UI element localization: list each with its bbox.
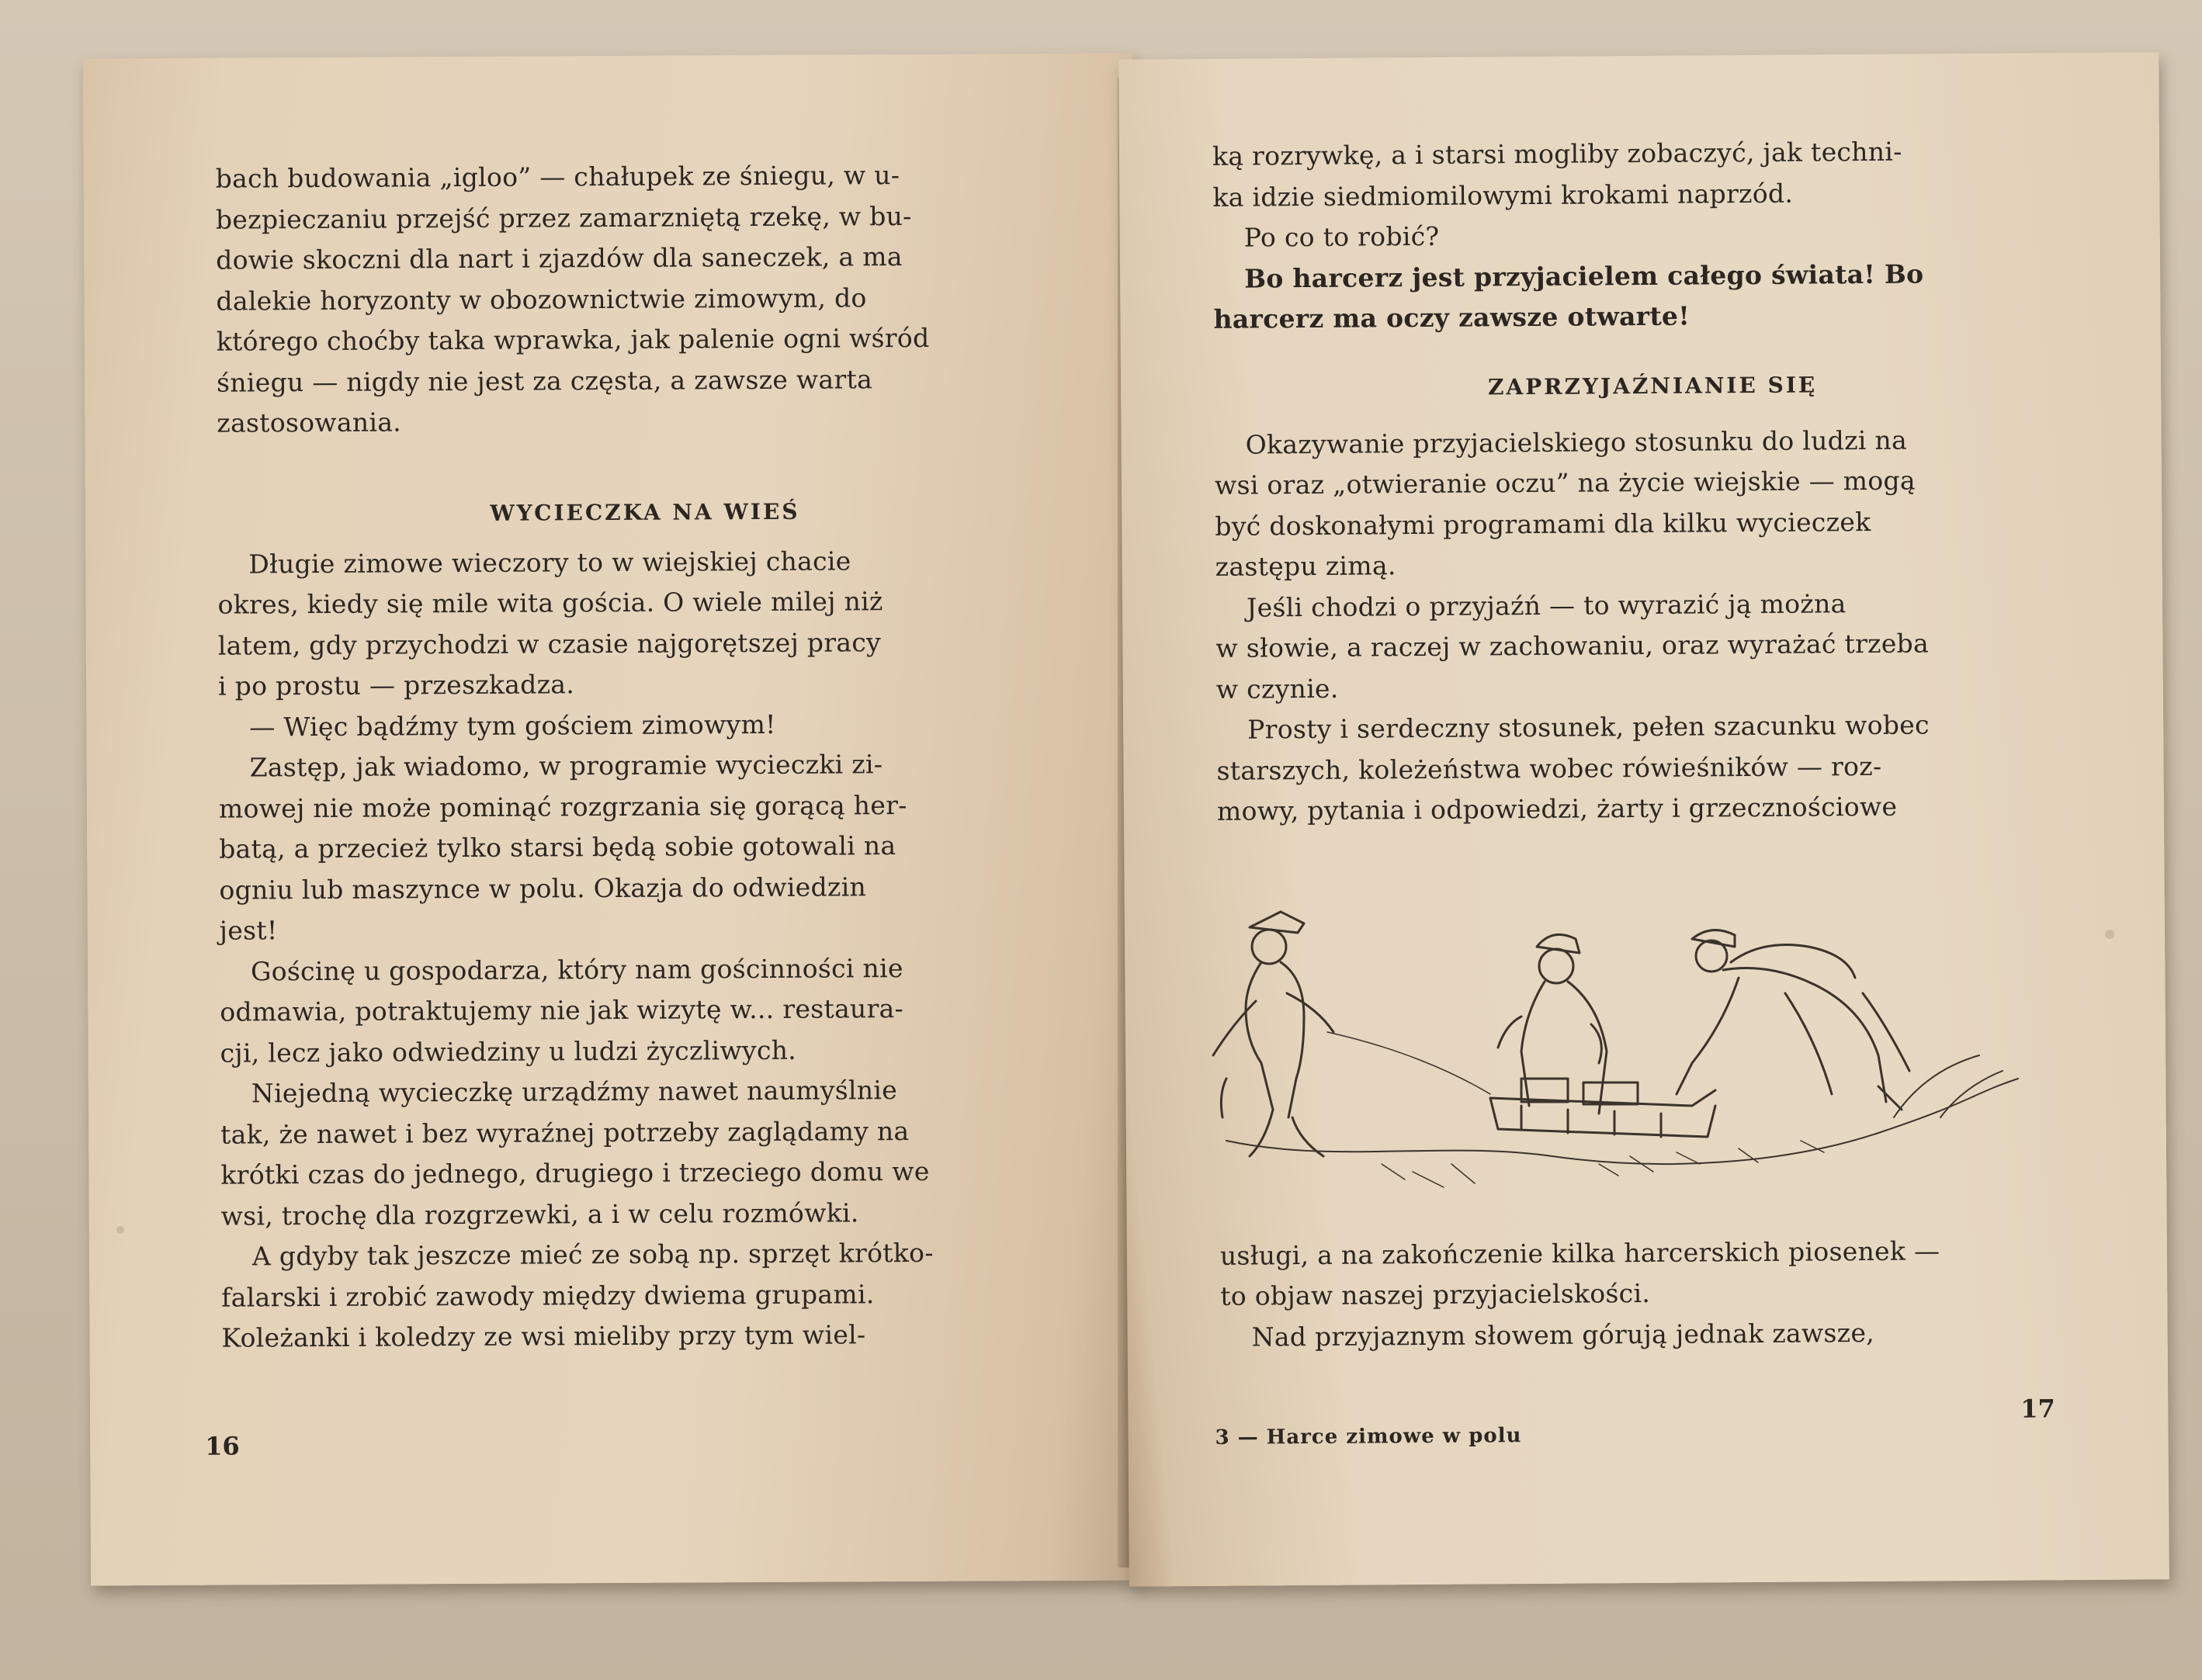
paper-spot bbox=[116, 1226, 124, 1234]
text-line: Niejedną wycieczkę urządźmy nawet naumyślnie bbox=[251, 1075, 898, 1109]
text-line: okres, kiedy się mile wita gościa. O wiele milej niż bbox=[217, 586, 883, 620]
text-line: batą, a przecież tylko starsi będą sobie gotowali na bbox=[219, 830, 896, 864]
text-line: Koleżanki i koledzy ze wsi mieliby przy tym wiel- bbox=[221, 1319, 866, 1353]
section-heading-wycieczka: WYCIECZKA NA WIEŚ bbox=[490, 498, 800, 526]
scouts-bending-figures bbox=[1677, 930, 1909, 1110]
text-line: w słowie, a raczej w zachowaniu, oraz wyrażać trzeba bbox=[1215, 628, 1930, 663]
text-line: tak, że nawet i bez wyraźnej potrzeby zaglądamy na bbox=[220, 1115, 910, 1150]
right-page-body bbox=[1214, 418, 2094, 832]
text-line: Długie zimowe wieczory to w wiejskiej chacie bbox=[248, 545, 851, 579]
paper-spot bbox=[2105, 930, 2114, 939]
text-line: ką rozrywkę, a i starsi mogliby zobaczyć, jak techni- bbox=[1212, 136, 1902, 171]
text-line: — Więc bądźmy tym gościem zimowym! bbox=[249, 708, 776, 742]
text-line: mowy, pytania i odpowiedzi, żarty i grzecznościowe bbox=[1216, 791, 1898, 826]
text-line: wsi oraz „otwieranie oczu” na życie wiejskie — mogą bbox=[1214, 465, 1916, 501]
text-line: mowej nie może pominąć rozgrzania się gorącą her- bbox=[218, 789, 907, 824]
left-page bbox=[83, 53, 1140, 1585]
text-line: Jeśli chodzi o przyjaźń — to wyrazić ją można bbox=[1246, 587, 1847, 623]
text-line: którego choćby taka wprawka, jak palenie ogni wśród bbox=[216, 322, 930, 357]
text-line: Zastęp, jak wiadomo, w programie wycieczki zi- bbox=[249, 749, 883, 783]
page-number-right: 17 bbox=[2020, 1394, 2055, 1424]
text-line: Gościnę u gospodarza, który nam gościnności nie bbox=[250, 952, 903, 986]
text-line: wsi, trochę dla rozgrzewki, a i w celu rozmówki. bbox=[220, 1197, 859, 1231]
scout-pulling-figure bbox=[1213, 912, 1333, 1156]
text-line: dalekie horyzonty w obozownictwie zimowym, do bbox=[216, 282, 867, 317]
text-line: usługi, a na zakończenie kilka harcerskich piosenek — bbox=[1219, 1235, 1940, 1271]
text-line: Po co to robić? bbox=[1243, 220, 1440, 253]
text-line: Nad przyjaznym słowem górują jednak zawsze, bbox=[1251, 1317, 1875, 1353]
text-line: dowie skoczni dla nart i zjazdów dla saneczek, a ma bbox=[216, 241, 903, 275]
text-line: latem, gdy przychodzi w czasie najgorętszej pracy bbox=[217, 626, 882, 661]
text-line: być doskonałymi programami dla kilku wycieczek bbox=[1215, 506, 1871, 542]
text-line: jest! bbox=[219, 915, 278, 946]
tow-rope bbox=[1327, 1032, 1490, 1094]
right-page-after-illustration bbox=[1220, 1229, 2098, 1357]
text-line: cji, lecz jako odwiedziny u ludzi życzliwych. bbox=[220, 1034, 797, 1069]
text-line: starszych, koleżeństwa wobec rówieśników — roz- bbox=[1216, 750, 1882, 786]
text-line: krótki czas do jednego, drugiego i trzeciego domu we bbox=[220, 1155, 930, 1190]
page-number-left: 16 bbox=[205, 1431, 240, 1461]
section-heading-zaprzyjaznianie: ZAPRZYJAŹNIANIE SIĘ bbox=[1487, 371, 1818, 400]
text-line: w czynie. bbox=[1215, 673, 1339, 705]
left-page-body bbox=[217, 539, 1077, 1359]
text-line: falarski i zrobić zawody między dwiema grupami. bbox=[221, 1278, 875, 1313]
text-line: bach budowania „igloo” — chałupek ze śniegu, w u- bbox=[215, 160, 900, 194]
text-line: zastępu zimą. bbox=[1215, 550, 1396, 582]
text-line: zastosowania. bbox=[217, 407, 402, 438]
scouts-sled-illustration bbox=[1195, 885, 2034, 1218]
right-page bbox=[1118, 52, 2169, 1586]
text-line: ogniu lub maszynce w polu. Okazja do odwiedzin bbox=[219, 871, 867, 906]
scout-sitting-figure bbox=[1498, 934, 1607, 1114]
left-page-top-paragraph bbox=[216, 154, 1073, 444]
text-line: odmawia, potraktujemy nie jak wizytę w... restaura- bbox=[220, 993, 904, 1027]
footer-signature: 3 — Harce zimowe w polu bbox=[1215, 1424, 1522, 1450]
text-line: Bo harcerz jest przyjacielem całego świata! Bo bbox=[1243, 258, 1924, 294]
snow-ground bbox=[1226, 1079, 2018, 1164]
text-line: bezpieczaniu przejść przez zamarzniętą rzekę, w bu- bbox=[215, 200, 912, 235]
text-line: Okazywanie przyjacielskiego stosunku do ludzi na bbox=[1245, 424, 1908, 460]
snow-shading bbox=[1382, 1141, 1824, 1187]
right-page-top-paragraph bbox=[1212, 130, 2091, 340]
text-line: harcerz ma oczy zawsze otwarte! bbox=[1213, 300, 1691, 334]
text-line: i po prostu — przeszkadza. bbox=[217, 669, 575, 701]
text-line: śniegu — nigdy nie jest za częsta, a zawsze warta bbox=[216, 363, 873, 398]
text-line: A gdyby tak jeszcze mieć ze sobą np. sprzęt krótko- bbox=[251, 1237, 934, 1272]
text-line: ka idzie siedmiomilowymi krokami naprzód. bbox=[1212, 178, 1794, 213]
text-line: Prosty i serdeczny stosunek, pełen szacunku wobec bbox=[1247, 709, 1930, 745]
snow-drift bbox=[1894, 1055, 2003, 1117]
text-line: to objaw naszej przyjacielskości. bbox=[1220, 1277, 1651, 1311]
